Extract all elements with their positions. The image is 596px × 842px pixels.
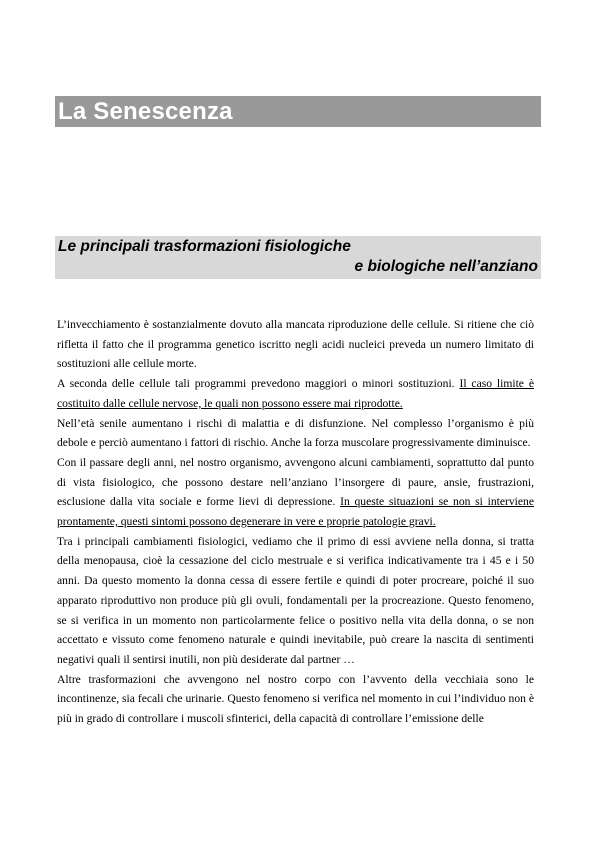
- body-text: [57, 315, 534, 729]
- section-heading: [55, 236, 541, 279]
- paragraph-1: L’invecchiamento è sostanzialmente dovuto alla mancata riproduzione delle cellule. Si ritiene che ciò rifletta il fatto che il programma genetico iscritto negli acidi nucleici preveda un numero limitato di sostituzioni alle cellule morte.: [57, 318, 534, 371]
- paragraph-3: Nell’età senile aumentano i rischi di malattia e di disfunzione. Nel complesso l’organismo è più debole e perciò aumentano i fattori di rischio. Anche la forza muscolare progressivamente diminuisce.: [57, 416, 534, 450]
- paragraph-6: Altre trasformazioni che avvengono nel nostro corpo con l’avvento della vecchiaia sono le incontinenze, sia fecali che urinarie. Questo fenomeno si verifica nel momento in cui l’individuo non è più in grado di controllare i muscoli sfinterici, della capacità di controllare l’emissione delle: [57, 672, 534, 726]
- title-bar: [55, 96, 541, 127]
- paragraph-5: Tra i principali cambiamenti fisiologici, vediamo che il primo di essi avviene nella donna, si tratta della menopausa, cioè la cessazione del ciclo mestruale e si verifica indicativamente tra i 45 e i 50 anni. Da questo momento la donna cessa di essere fertile e quindi di poter procreare, poiché il suo apparato riproduttivo non produce più gli ovuli, fondamentali per la procreazione. Questo fenomeno, se si verifica in un momento non particolarmente felice o positivo nella vita della donna, o se non accettato e vissuto come fenomeno naturale e quindi inevitabile, può creare la nascita di sentimenti negativi quali il sentirsi inutili, non più desiderate dal partner …: [57, 534, 534, 666]
- underlined-sentence: In queste situazioni se non si interviene prontamente, questi sintomi possono degenerare in vere e proprie patologie gravi.: [57, 495, 534, 529]
- section-heading-line-1: Le principali trasformazioni fisiologiche: [58, 238, 351, 255]
- paragraph-4: Con il passare degli anni, nel nostro organismo, avvengono alcuni cambiamenti, soprattutto dal punto di vista fisiologico, che possono destare nell’anziano l’insorgere di paure, ansie, frustrazioni, esclusione dalla vita sociale e forme lievi di depressione. In queste situazioni se non si interviene prontamente, questi sintomi possono degenerare in vere e proprie patologie gravi.: [57, 455, 534, 529]
- section-heading-line-2: e biologiche nell’anziano: [354, 258, 538, 275]
- paragraph-2: A seconda delle cellule tali programmi prevedono maggiori o minori sostituzioni. Il caso limite è costituito dalle cellule nervose, le quali non possono essere mai riprodotte.: [57, 377, 534, 410]
- page-title: La Senescenza: [58, 98, 233, 125]
- underlined-sentence: Il caso limite è costituito dalle cellule nervose, le quali non possono essere mai riprodotte.: [57, 377, 534, 410]
